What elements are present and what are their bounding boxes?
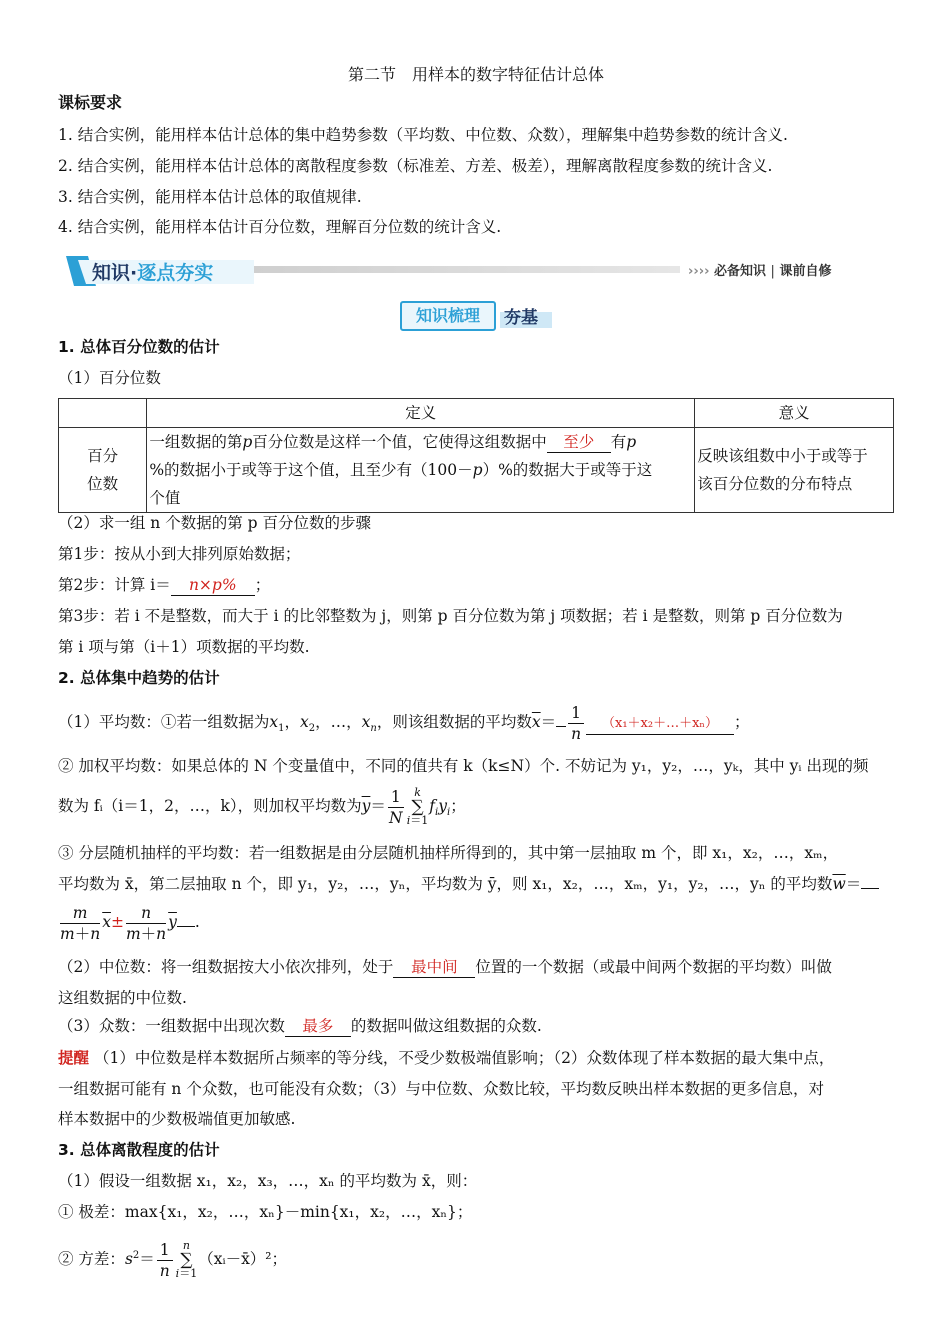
stratified-formula: $\frac{m}{m+n}$ $\overline{x}\pm$ $\frac{n}{m+n}$ $\overline{y}$ .	[60, 903, 200, 943]
tip-line-a: 提醒 （1）中位数是样本数据所占频率的等分线，不受少数极端值影响；（2）众数体现了样本数据的最大集中点，	[58, 1049, 835, 1067]
step-3a: 第3步：若 i 不是整数，而大于 i 的比邻整数为 j，则第 p 百分位数为第 j 项数据；若 i 是整数，则第 p 百分位数为	[58, 607, 843, 625]
step-1: 第1步：按从小到大排列原始数据；	[58, 545, 301, 563]
mode-line: （3）众数：一组数据中出现次数 最多 的数据叫做这组数据的众数.	[58, 1017, 542, 1035]
range-line: ① 极差：max{x₁，x₂，…，xₙ}－min{x₁，x₂，…，xₙ}；	[58, 1203, 473, 1221]
banner-title: 知识·逐点夯实	[92, 262, 214, 284]
tip-line-c: 样本数据中的少数极端值更加敏感.	[58, 1110, 296, 1128]
banner-right: ›››› 必备知识 | 课前自修	[688, 264, 832, 279]
median-line-b: 这组数据的中位数.	[58, 989, 187, 1007]
tip-line-b: 一组数据可能有 n 个众数，也可能没有众数；（3）与中位数、众数比较，平均数反映出样本数据的更多信息，对	[58, 1080, 824, 1098]
standards-heading: 课标要求	[58, 93, 123, 112]
section-banner	[58, 252, 894, 292]
standard-item-4: 4. 结合实例，能用样本估计百分位数，理解百分位数的统计含义.	[58, 218, 502, 236]
mean-line: （1）平均数：①若一组数据为$x_1$，$x_2$，…，$x_n$，则该组数据的平均数$\overline{x}=$ $\frac{1}{n}$ （x₁＋x₂＋…＋xₙ） ；	[58, 703, 750, 743]
definition-cell: 一组数据的第p百分位数是这样一个值，它使得这组数据中 至少 有p %的数据小于或等于这个值，且至少有（100－p）%的数据大于或等于这 个值	[147, 428, 695, 513]
blank-sum: （x₁＋x₂＋…＋xₙ）	[586, 714, 734, 735]
blank-at-least: 至少	[547, 432, 611, 453]
tip-label: 提醒	[58, 1049, 90, 1067]
mean-fraction: $\frac{1}{n}$	[568, 703, 584, 744]
standard-item-3: 3. 结合实例，能用样本估计总体的取值规律.	[58, 188, 362, 206]
step-2: 第2步：计算 i＝ n×p% ；	[58, 576, 271, 594]
knowledge-box-suffix: 夯基	[504, 308, 538, 328]
stratified-line-b: 平均数为 x̄，第二层抽取 n 个，即 y₁，y₂，…，yₙ，平均数为 ȳ，则 x₁，x₂，…，xₘ，y₁，y₂，…，yₙ 的平均数$\overline{w}=$	[58, 873, 879, 895]
blank-middle: 最中间	[393, 957, 475, 978]
knowledge-box	[400, 300, 552, 330]
s1-sub1: （1）百分位数	[58, 369, 161, 387]
weighted-line-b: 数为 fᵢ（i＝1，2，…，k），则加权平均数为$\overline{y}=$ $\frac{1}{N}$ k ∑ $i=1f_iy_i$；	[58, 786, 466, 827]
percentile-table	[58, 398, 894, 513]
variance-line: ② 方差：$s^2=$ $\frac{1}{n}$ n ∑ i＝1（xᵢ－x̄）²；	[58, 1239, 288, 1281]
page-title: 第二节 用样本的数字特征估计总体	[347, 65, 604, 84]
knowledge-box-label: 知识梳理	[400, 301, 496, 331]
s3-heading: 3. 总体离散程度的估计	[58, 1141, 220, 1159]
s1-sub2: （2）求一组 n 个数据的第 p 百分位数的步骤	[58, 514, 371, 532]
stratified-line-a: ③ 分层随机抽样的平均数：若一组数据是由分层随机抽样所得到的，其中第一层抽取 m 个，即 x₁，x₂，…，xₘ，	[58, 844, 839, 862]
standard-item-2: 2. 结合实例，能用样本估计总体的离散程度参数（标准差、方差、极差），理解离散程度参数的统计含义.	[58, 157, 773, 175]
col-meaning: 意义	[695, 399, 894, 428]
s1-heading: 1. 总体百分位数的估计	[58, 338, 220, 356]
meaning-cell: 反映该组数中小于或等于 该百分位数的分布特点	[695, 428, 894, 513]
col-definition: 定义	[147, 399, 695, 428]
blank-most: 最多	[285, 1016, 351, 1037]
median-line: （2）中位数：将一组数据按大小依次排列，处于 最中间 位置的一个数据（或最中间两个数据的平均数）叫做	[58, 958, 832, 976]
s3-sub1: （1）假设一组数据 x₁，x₂，x₃，…，xₙ 的平均数为 x̄，则：	[58, 1172, 478, 1190]
step-3b: 第 i 项与第（i＋1）项数据的平均数.	[58, 638, 310, 656]
chevrons-icon: ››››	[688, 264, 710, 279]
weighted-line-a: ② 加权平均数：如果总体的 N 个变量值中，不同的值共有 k（k≤N）个. 不妨记为 y₁，y₂，…，yₖ，其中 yᵢ 出现的频	[58, 757, 869, 775]
standard-item-1: 1. 结合实例，能用样本估计总体的集中趋势参数（平均数、中位数、众数），理解集中趋势参数的统计含义.	[58, 126, 788, 144]
banner-divider	[254, 266, 680, 273]
blank-n-times-p: n×p%	[171, 575, 255, 596]
row-label: 百分 位数	[59, 428, 147, 513]
s2-heading: 2. 总体集中趋势的估计	[58, 669, 220, 687]
